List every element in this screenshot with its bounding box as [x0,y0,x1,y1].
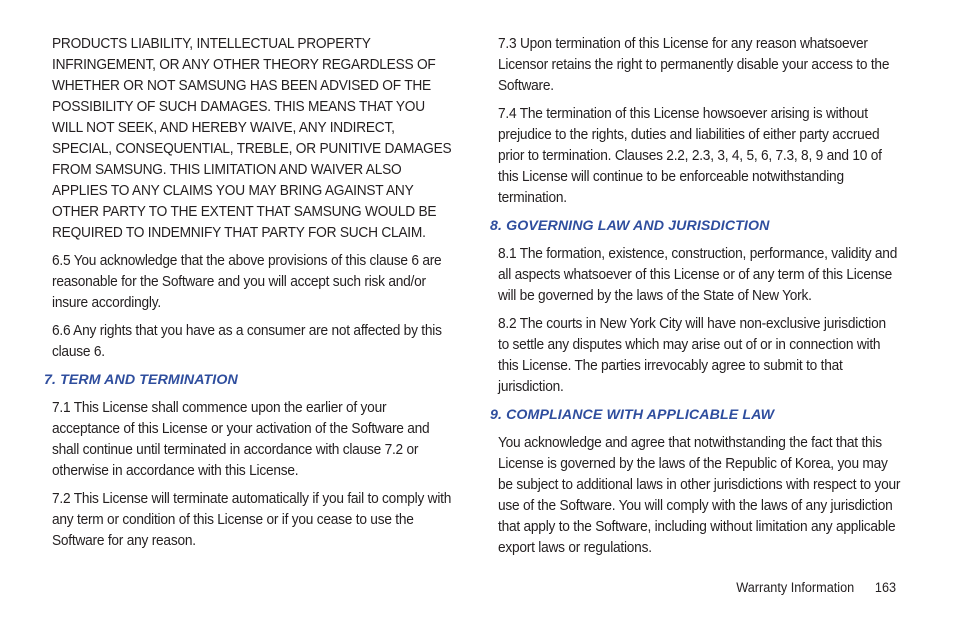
footer-section-title: Warranty Information [736,580,855,595]
section-8-heading: 8. GOVERNING LAW AND JURISDICTION [490,218,770,234]
page-footer [736,578,896,598]
clause-7-2: 7.2 This License will terminate automatically if you fail to comply with any term or condition of this License or if you cease to use the Software for any reason. [52,491,452,549]
clause-8-1: 8.1 The formation, existence, construction, performance, validity and all aspects whatsoever of this License or of any term of this License will be governed by the laws of the State of New York. [498,246,898,304]
left-column [44,34,454,559]
clause-8-2: 8.2 The courts in New York City will have non-exclusive jurisdiction to settle any disputes which may arise out of or in connection with this License. The parties irrevocably agree to submit to that jurisdiction. [498,316,886,395]
liability-paragraph: PRODUCTS LIABILITY, INTELLECTUAL PROPERTY INFRINGEMENT, OR ANY OTHER THEORY REGARDLESS OF WHETHER OR NOT SAMSUNG HAS BEEN ADVISED OF THE POSSIBILITY OF SUCH DAMAGES. THIS MEANS THAT YOU WILL NOT SEEK, AND HEREBY WAIVE, ANY INDIRECT, SPECIAL, CONSEQUENTIAL, TREBLE, OR PUNITIVE DAMAGES FROM SAMSUNG. THIS LIMITATION AND WAIVER ALSO APPLIES TO ANY CLAIMS YOU MAY BRING AGAINST ANY OTHER PARTY TO THE EXTENT THAT SAMSUNG WOULD BE REQUIRED TO INDEMNIFY THAT PARTY FOR SUCH CLAIM. [52,36,452,241]
right-column [490,34,901,566]
clause-7-1: 7.1 This License shall commence upon the earlier of your acceptance of this License or your activation of the Software and shall continue until terminated in accordance with clause 7.2 or otherwise in accordance with this License. [52,400,430,479]
page-number: 163 [874,580,896,595]
clause-6-5: 6.5 You acknowledge that the above provisions of this clause 6 are reasonable for the Software and you will accept such risk and/or insure accordingly. [52,253,442,311]
clause-7-4: 7.4 The termination of this License howsoever arising is without prejudice to the rights, duties and liabilities of either party accrued prior to termination. Clauses 2.2, 2.3, 3, 4, 5, 6, 7.3, 8, 9 and 10 of this License will continue to be enforceable notwithstanding termination. [498,106,882,206]
clause-7-3: 7.3 Upon termination of this License for any reason whatsoever Licensor retains the right to permanently disable your access to the Software. [498,36,890,94]
clause-6-6: 6.6 Any rights that you have as a consumer are not affected by this clause 6. [52,323,442,360]
section-9-heading: 9. COMPLIANCE WITH APPLICABLE LAW [490,407,775,423]
section-7-heading: 7. TERM AND TERMINATION [44,372,238,388]
clause-9-body: You acknowledge and agree that notwithstanding the fact that this License is governed by the laws of the Republic of Korea, you may be subject to additional laws in other jurisdictions with respect to your use of the Software. You will comply with the laws of any jurisdiction that apply to the Software, including without limitation any applicable export laws or regulations. [498,435,901,556]
